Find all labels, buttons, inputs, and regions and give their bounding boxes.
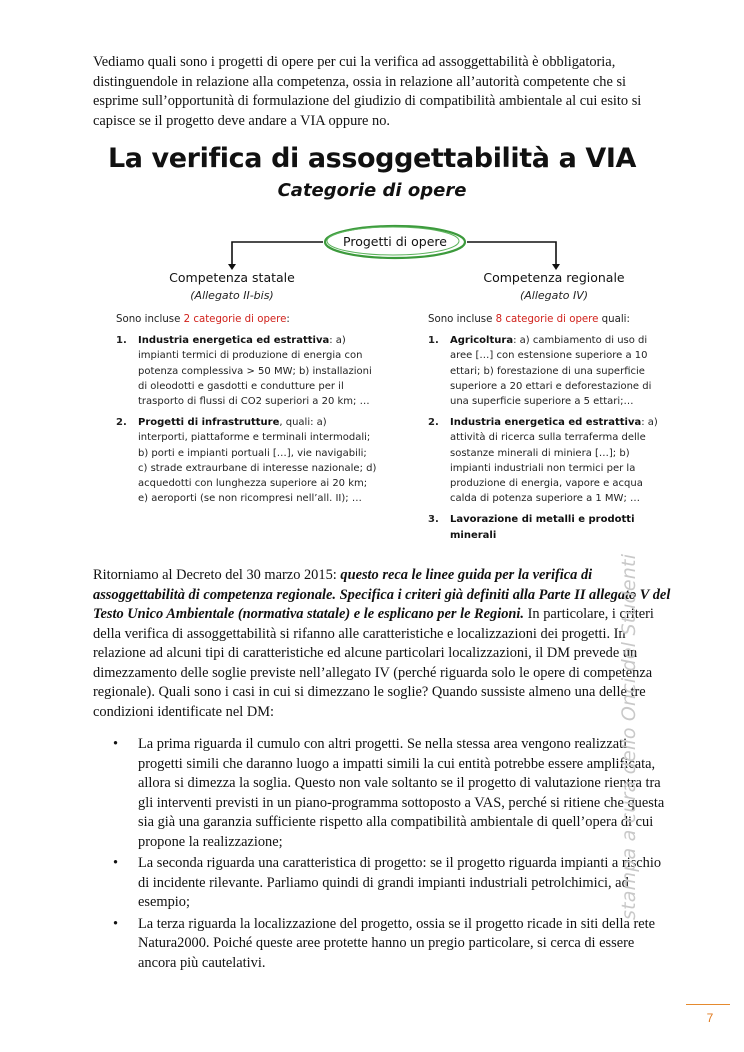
bullet-icon: • — [113, 736, 119, 752]
bullet-text: La seconda riguarda una caratteristica di progetto: se il progetto riguarda impianti a rischio di incidente rilevante. Parliamo quindi di grandi impianti industriali petrolchimici, ad esempio; — [138, 855, 662, 910]
left-column-title: Competenza statale — [169, 270, 295, 285]
left-column-intro — [116, 312, 378, 327]
right-connector — [467, 242, 556, 266]
category-count-highlight: 2 categorie di opere — [183, 314, 287, 325]
decree-paragraph — [93, 566, 673, 722]
item-title: Agricoltura — [450, 335, 514, 347]
item-number: 2. — [428, 417, 439, 429]
intro-paragraph: Vediamo quali sono i progetti di opere per cui la verifica ad assoggettabilità è obbligatoria, distinguendole in relazione alla competenza, ossia in relazione all’autorità competente che si esprime sull’opportunità di formulazione del giudizio di compatibilità ambientale al cui esito si capisce se il progetto deve andare a VIA oppure no. — [93, 54, 642, 129]
conditions-list — [113, 735, 673, 975]
list-item — [113, 735, 673, 852]
list-item — [116, 415, 378, 506]
decree-body: In particolare, i criteri della verifica di assoggettabilità si rifanno alle caratteristiche e localizzazioni dei progetti. In relazione ad alcuni tipi di caratteristiche ed alcune particolari localizzazioni, il DM prevede un dimezzamento delle soglie previste nell’allegato IV (perché riguarda solo le opere di competenza regionale). Quali sono i casi in cui si dimezzano le soglie? Quando sussiste almeno una delle tre condizioni identificate nel DM: — [93, 606, 654, 720]
item-title: Industria energetica ed estrattiva — [138, 335, 330, 347]
decree-lead: Ritorniamo al Decreto del 30 marzo 2015: — [93, 567, 341, 583]
intro-prefix: Sono incluse — [428, 314, 496, 325]
left-column-subtitle: (Allegato II-bis) — [190, 289, 274, 302]
right-column-intro — [428, 312, 664, 327]
list-item — [113, 854, 673, 913]
list-item — [116, 333, 378, 409]
item-title: Industria energetica ed estrattiva — [450, 417, 642, 429]
slide-title: La verifica di assoggettabilità a VIA — [107, 143, 637, 174]
list-item — [428, 333, 664, 409]
left-column — [116, 312, 378, 512]
item-number: 3. — [428, 514, 439, 526]
slide-subtitle: Categorie di opere — [277, 180, 467, 201]
item-title: Lavorazione di metalli e prodotti minerali — [450, 514, 635, 541]
right-category-list — [428, 333, 664, 543]
bullet-text: La prima riguarda il cumulo con altri progetti. Se nella stessa area vengono realizzati progetti simili che daranno luogo a impatti simili la cui entità potrebbe essere amplificata, allora si dimezza la soglia. Questo non vale soltanto se il progetto di valutazione rientra tra gli interventi previsti in un piano-programma sottoposto a VAS, perché si ritiene che questa sia già una garanzia sufficiente rispetto alla compatibilità ambientale di quell’opera di cui propone la realizzazione; — [138, 736, 665, 850]
footer-divider — [686, 1004, 730, 1005]
list-item — [428, 415, 664, 506]
list-item — [428, 512, 664, 542]
item-text: : a) impianti termici di produzione di energia con potenza complessiva > 50 MW; b) installazioni di oleodotti e gasdotti e condutture per il trasporto di flussi di CO2 superiori a 20 km; … — [138, 335, 372, 408]
center-node-label: Progetti di opere — [343, 234, 447, 249]
watermark: stampa a cura dello Onci del Studenti — [618, 553, 640, 920]
right-column-subtitle: (Allegato IV) — [519, 289, 589, 302]
list-item — [113, 915, 673, 974]
bullet-icon: • — [113, 855, 119, 871]
item-text: , quali: a) interporti, piattaforme e terminali intermodali; b) porti e impianti portuali […], vie navigabili; c) strade extraurbane di interesse nazionale; d) acquedotti con lunghezza superiore ai 20 km; e) aeroporti (se non ricompresi nell’all. II); … — [138, 417, 377, 505]
item-text: : a) cambiamento di uso di aree […] con estensione superiore a 10 ettari; b) forestazione di una superficie superiore a 20 ettari e deforestazione di una superficie superiore a 5 ettari;… — [450, 335, 652, 408]
decree-emphasis: questo reca le linee guida per la verifica di assoggettabilità di competenza regionale. Specifica i criteri già definiti alla Parte II allegato V del Testo Unico Ambientale (normativa statale) e le esplicano per le Regioni. — [93, 567, 671, 622]
page-number: 7 — [706, 1011, 714, 1025]
left-connector — [232, 242, 323, 266]
intro-suffix: quali: — [598, 314, 630, 325]
item-number: 1. — [428, 335, 439, 347]
item-number: 2. — [116, 417, 127, 429]
bullet-text: La terza riguarda la localizzazione del progetto, ossia se il progetto ricade in siti della rete Natura2000. Poiché queste aree protette hanno un pregio particolare, si cerca di essere ancora più cautelativi. — [138, 915, 656, 971]
right-column-title: Competenza regionale — [483, 270, 625, 285]
intro-suffix: : — [286, 314, 290, 325]
item-title: Progetti di infrastrutture — [138, 417, 280, 429]
item-text: : a) attività di ricerca sulla terraferma delle sostanze minerali di miniera […]; b) impianti industriali non termici per la produzione di energia, vapore e acqua calda di potenza superiore a 1 MW; … — [450, 417, 658, 505]
category-count-highlight: 8 categorie di opere — [495, 314, 599, 325]
item-number: 1. — [116, 335, 127, 347]
bullet-icon: • — [113, 915, 119, 932]
intro-prefix: Sono incluse — [116, 314, 184, 325]
left-category-list — [116, 333, 378, 506]
right-column — [428, 312, 664, 549]
